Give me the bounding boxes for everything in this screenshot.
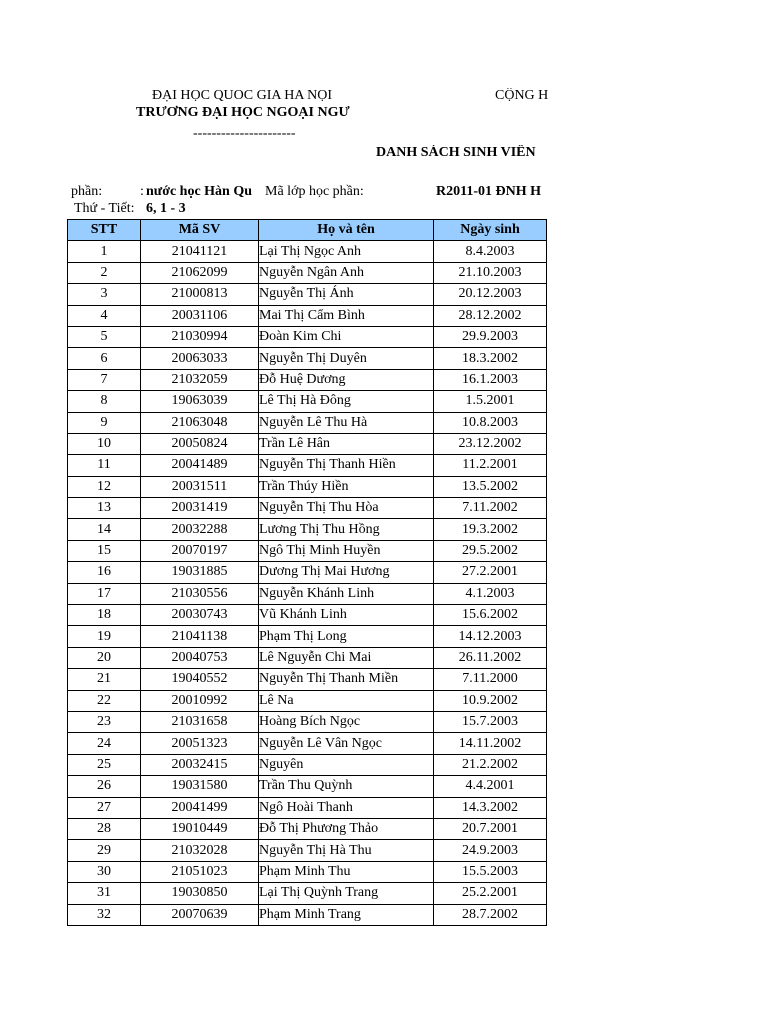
row-student-id: 21031658 xyxy=(141,711,259,732)
row-birth-date: 28.7.2002 xyxy=(434,904,547,925)
row-full-name: Nguyễn Ngân Anh xyxy=(259,262,434,283)
row-student-id: 19031885 xyxy=(141,562,259,583)
schedule-label: Thứ - Tiết: xyxy=(74,201,135,216)
row-stt: 16 xyxy=(68,562,141,583)
row-full-name: Phạm Thị Long xyxy=(259,626,434,647)
row-stt: 21 xyxy=(68,669,141,690)
row-student-id: 20031419 xyxy=(141,498,259,519)
table-row xyxy=(68,262,547,283)
row-birth-date: 16.1.2003 xyxy=(434,369,547,390)
row-student-id: 20010992 xyxy=(141,690,259,711)
table-row xyxy=(68,711,547,732)
row-stt: 26 xyxy=(68,776,141,797)
row-student-id: 20032415 xyxy=(141,754,259,775)
row-student-id: 20063033 xyxy=(141,348,259,369)
table-row xyxy=(68,284,547,305)
row-full-name: Hoàng Bích Ngọc xyxy=(259,711,434,732)
row-student-id: 20051323 xyxy=(141,733,259,754)
table-row xyxy=(68,391,547,412)
row-birth-date: 20.12.2003 xyxy=(434,284,547,305)
class-code-label: Mã lớp học phần: xyxy=(265,184,364,199)
row-stt: 18 xyxy=(68,605,141,626)
row-student-id: 21041138 xyxy=(141,626,259,647)
table-row xyxy=(68,562,547,583)
header-student-id: Mã SV xyxy=(141,220,259,241)
row-full-name: Mai Thị Cẩm Bình xyxy=(259,305,434,326)
row-full-name: Lại Thị Ngọc Anh xyxy=(259,241,434,262)
table-row xyxy=(68,241,547,262)
row-student-id: 21030556 xyxy=(141,583,259,604)
university-name: ĐẠI HỌC QUOC GIA HA NỌI xyxy=(152,88,333,103)
table-row xyxy=(68,797,547,818)
table-row xyxy=(68,605,547,626)
row-stt: 32 xyxy=(68,904,141,925)
row-student-id: 20030743 xyxy=(141,605,259,626)
table-row xyxy=(68,455,547,476)
row-birth-date: 26.11.2002 xyxy=(434,647,547,668)
header-full-name: Họ và tên xyxy=(259,220,434,241)
row-birth-date: 10.8.2003 xyxy=(434,412,547,433)
row-full-name: Nguyễn Khánh Linh xyxy=(259,583,434,604)
row-birth-date: 18.3.2002 xyxy=(434,348,547,369)
row-birth-date: 15.6.2002 xyxy=(434,605,547,626)
row-stt: 20 xyxy=(68,647,141,668)
row-student-id: 20041499 xyxy=(141,797,259,818)
row-student-id: 21051023 xyxy=(141,861,259,882)
table-row xyxy=(68,305,547,326)
row-student-id: 19031580 xyxy=(141,776,259,797)
table-row xyxy=(68,348,547,369)
row-full-name: Ngô Thị Minh Huyền xyxy=(259,540,434,561)
row-birth-date: 19.3.2002 xyxy=(434,519,547,540)
header-birth-date: Ngày sinh xyxy=(434,220,547,241)
row-full-name: Nguyễn Lê Thu Hà xyxy=(259,412,434,433)
document-title: DANH SÁCH SINH VIÊN xyxy=(376,145,536,160)
row-full-name: Dương Thị Mai Hương xyxy=(259,562,434,583)
row-student-id: 19030850 xyxy=(141,883,259,904)
row-birth-date: 23.12.2002 xyxy=(434,433,547,454)
row-birth-date: 7.11.2002 xyxy=(434,498,547,519)
row-student-id: 21032028 xyxy=(141,840,259,861)
table-row xyxy=(68,754,547,775)
row-birth-date: 14.11.2002 xyxy=(434,733,547,754)
row-birth-date: 8.4.2003 xyxy=(434,241,547,262)
table-row xyxy=(68,883,547,904)
table-row xyxy=(68,476,547,497)
row-full-name: Vũ Khánh Linh xyxy=(259,605,434,626)
row-student-id: 20031511 xyxy=(141,476,259,497)
row-birth-date: 1.5.2001 xyxy=(434,391,547,412)
table-row xyxy=(68,519,547,540)
course-label: phần: xyxy=(71,184,103,199)
row-full-name: Trần Thúy Hiền xyxy=(259,476,434,497)
row-birth-date: 15.7.2003 xyxy=(434,711,547,732)
row-student-id: 21032059 xyxy=(141,369,259,390)
row-stt: 12 xyxy=(68,476,141,497)
row-full-name: Phạm Minh Thu xyxy=(259,861,434,882)
table-row xyxy=(68,690,547,711)
row-birth-date: 21.2.2002 xyxy=(434,754,547,775)
table-row xyxy=(68,583,547,604)
table-row xyxy=(68,904,547,925)
row-stt: 25 xyxy=(68,754,141,775)
row-birth-date: 27.2.2001 xyxy=(434,562,547,583)
row-birth-date: 14.12.2003 xyxy=(434,626,547,647)
row-student-id: 20050824 xyxy=(141,433,259,454)
table-row xyxy=(68,326,547,347)
table-row xyxy=(68,733,547,754)
row-stt: 2 xyxy=(68,262,141,283)
table-row xyxy=(68,647,547,668)
class-code-value: R2011-01 ĐNH H xyxy=(436,184,541,199)
row-stt: 24 xyxy=(68,733,141,754)
row-full-name: Lại Thị Quỳnh Trang xyxy=(259,883,434,904)
row-full-name: Nguyễn Thị Thanh Miền xyxy=(259,669,434,690)
row-student-id: 20040753 xyxy=(141,647,259,668)
row-student-id: 20041489 xyxy=(141,455,259,476)
row-full-name: Lương Thị Thu Hồng xyxy=(259,519,434,540)
row-birth-date: 25.2.2001 xyxy=(434,883,547,904)
row-student-id: 21041121 xyxy=(141,241,259,262)
table-row xyxy=(68,540,547,561)
table-row xyxy=(68,433,547,454)
table-header-row xyxy=(68,220,547,241)
row-stt: 31 xyxy=(68,883,141,904)
table-row xyxy=(68,840,547,861)
row-stt: 5 xyxy=(68,326,141,347)
row-student-id: 20032288 xyxy=(141,519,259,540)
row-birth-date: 4.4.2001 xyxy=(434,776,547,797)
row-birth-date: 14.3.2002 xyxy=(434,797,547,818)
row-stt: 30 xyxy=(68,861,141,882)
row-stt: 7 xyxy=(68,369,141,390)
table-row xyxy=(68,626,547,647)
row-birth-date: 11.2.2001 xyxy=(434,455,547,476)
row-stt: 11 xyxy=(68,455,141,476)
row-stt: 29 xyxy=(68,840,141,861)
row-birth-date: 20.7.2001 xyxy=(434,818,547,839)
row-stt: 3 xyxy=(68,284,141,305)
row-student-id: 19063039 xyxy=(141,391,259,412)
row-birth-date: 29.5.2002 xyxy=(434,540,547,561)
row-full-name: Đỗ Huệ Dương xyxy=(259,369,434,390)
row-full-name: Nguyễn Thị Thu Hòa xyxy=(259,498,434,519)
row-stt: 10 xyxy=(68,433,141,454)
row-stt: 8 xyxy=(68,391,141,412)
row-student-id: 21063048 xyxy=(141,412,259,433)
row-full-name: Nguyễn Thị Hà Thu xyxy=(259,840,434,861)
row-birth-date: 13.5.2002 xyxy=(434,476,547,497)
row-full-name: Lê Nguyễn Chi Mai xyxy=(259,647,434,668)
row-birth-date: 28.12.2002 xyxy=(434,305,547,326)
row-full-name: Trần Thu Quỳnh xyxy=(259,776,434,797)
row-birth-date: 7.11.2000 xyxy=(434,669,547,690)
republic-heading: CỘNG H xyxy=(495,88,548,103)
header-divider: ---------------------- xyxy=(193,126,296,141)
row-stt: 23 xyxy=(68,711,141,732)
row-full-name: Nguyên xyxy=(259,754,434,775)
row-full-name: Nguyễn Thị Thanh Hiền xyxy=(259,455,434,476)
row-stt: 13 xyxy=(68,498,141,519)
row-stt: 4 xyxy=(68,305,141,326)
row-student-id: 21062099 xyxy=(141,262,259,283)
course-colon: : xyxy=(140,184,144,199)
row-stt: 9 xyxy=(68,412,141,433)
row-stt: 22 xyxy=(68,690,141,711)
table-row xyxy=(68,498,547,519)
row-full-name: Đỗ Thị Phương Thảo xyxy=(259,818,434,839)
row-student-id: 20070639 xyxy=(141,904,259,925)
row-full-name: Ngô Hoài Thanh xyxy=(259,797,434,818)
row-stt: 27 xyxy=(68,797,141,818)
row-full-name: Lê Thị Hà Đông xyxy=(259,391,434,412)
row-student-id: 20070197 xyxy=(141,540,259,561)
table-row xyxy=(68,669,547,690)
row-stt: 28 xyxy=(68,818,141,839)
row-student-id: 19010449 xyxy=(141,818,259,839)
row-student-id: 20031106 xyxy=(141,305,259,326)
row-student-id: 19040552 xyxy=(141,669,259,690)
row-full-name: Nguyễn Thị Duyên xyxy=(259,348,434,369)
row-birth-date: 10.9.2002 xyxy=(434,690,547,711)
schedule-value: 6, 1 - 3 xyxy=(146,201,186,216)
table-row xyxy=(68,818,547,839)
row-full-name: Nguyễn Thị Ánh xyxy=(259,284,434,305)
row-birth-date: 24.9.2003 xyxy=(434,840,547,861)
table-row xyxy=(68,412,547,433)
course-value: nước học Hàn Qu xyxy=(146,184,253,199)
row-stt: 17 xyxy=(68,583,141,604)
row-stt: 6 xyxy=(68,348,141,369)
row-stt: 15 xyxy=(68,540,141,561)
row-stt: 19 xyxy=(68,626,141,647)
row-full-name: Đoàn Kim Chi xyxy=(259,326,434,347)
row-birth-date: 15.5.2003 xyxy=(434,861,547,882)
header-stt: STT xyxy=(68,220,141,241)
row-full-name: Nguyễn Lê Vân Ngọc xyxy=(259,733,434,754)
school-name: TRƯƠNG ĐẠI HỌC NGOẠI NGƯ xyxy=(136,105,350,120)
row-full-name: Lê Na xyxy=(259,690,434,711)
student-table xyxy=(67,219,547,926)
row-full-name: Phạm Minh Trang xyxy=(259,904,434,925)
row-birth-date: 21.10.2003 xyxy=(434,262,547,283)
row-stt: 14 xyxy=(68,519,141,540)
table-row xyxy=(68,369,547,390)
row-student-id: 21030994 xyxy=(141,326,259,347)
table-row xyxy=(68,776,547,797)
table-row xyxy=(68,861,547,882)
row-birth-date: 4.1.2003 xyxy=(434,583,547,604)
row-student-id: 21000813 xyxy=(141,284,259,305)
row-birth-date: 29.9.2003 xyxy=(434,326,547,347)
row-full-name: Trần Lê Hân xyxy=(259,433,434,454)
row-stt: 1 xyxy=(68,241,141,262)
